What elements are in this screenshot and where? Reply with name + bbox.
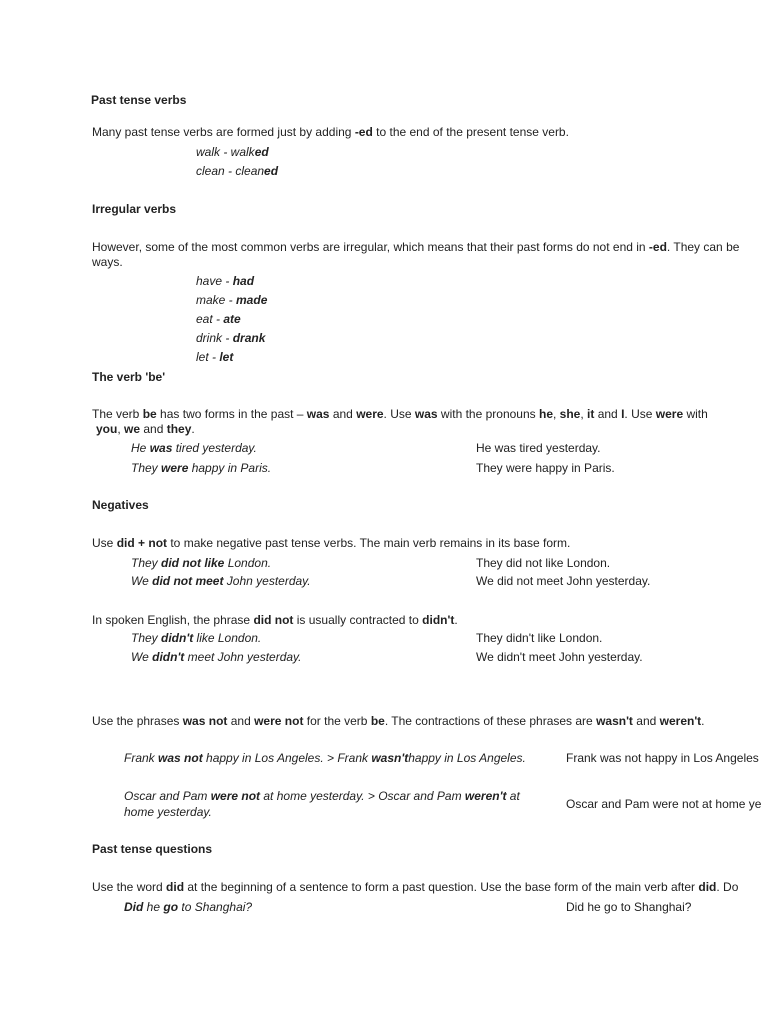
negative-example-plain: We did not meet John yesterday. [476, 574, 651, 588]
example-make: make - made [196, 293, 268, 307]
example-walk: walk - walked [196, 145, 269, 159]
past-intro: Many past tense verbs are formed just by adding -ed to the end of the present tense verb. [92, 125, 569, 139]
question-example-italic: Did he go to Shanghai? [124, 900, 253, 914]
was-were-not-note: Use the phrases was not and were not for the verb be. The contractions of these phrases are wasn't and weren't. [92, 714, 705, 728]
irregular-intro-line2: ways. [92, 255, 123, 269]
were-not-example-italic: Oscar and Pam were not at home yesterday. > Oscar and Pam weren't at [124, 789, 520, 803]
negative-example-italic: They did not like London. [131, 556, 272, 570]
be-intro: The verb be has two forms in the past – was and were. Use was with the pronouns he, she, it and I. Use were with [92, 407, 708, 421]
contraction-example-italic: We didn't meet John yesterday. [131, 650, 302, 664]
heading-past-tense-verbs: Past tense verbs [91, 93, 187, 107]
be-intro-line2: you, we and they. [96, 422, 195, 436]
contraction-example-italic: They didn't like London. [131, 631, 262, 645]
heading-negatives: Negatives [92, 498, 149, 512]
negative-example-italic: We did not meet John yesterday. [131, 574, 311, 588]
be-example-italic: He was tired yesterday. [131, 441, 257, 455]
negative-example-plain: They did not like London. [476, 556, 611, 570]
be-example-plain: They were happy in Paris. [476, 461, 615, 475]
example-have: have - had [196, 274, 255, 288]
contraction-example-plain: They didn't like London. [476, 631, 603, 645]
spoken-contraction-note: In spoken English, the phrase did not is usually contracted to didn't. [92, 613, 458, 627]
example-let: let - let [196, 350, 234, 364]
example-clean: clean - cleaned [196, 164, 279, 178]
was-not-example-italic: Frank was not happy in Los Angeles. > Frank wasn'thappy in Los Angeles. [124, 751, 526, 765]
example-drink: drink - drank [196, 331, 266, 345]
be-example-italic: They were happy in Paris. [131, 461, 272, 475]
questions-intro: Use the word did at the beginning of a sentence to form a past question. Use the base form of the main verb after did. Do [92, 880, 739, 894]
negatives-intro: Use did + not to make negative past tense verbs. The main verb remains in its base form. [92, 536, 571, 550]
was-not-example-plain: Frank was not happy in Los Angeles [566, 751, 759, 765]
heading-verb-be: The verb 'be' [92, 370, 166, 384]
heading-past-tense-questions: Past tense questions [92, 842, 213, 856]
contraction-example-plain: We didn't meet John yesterday. [476, 650, 643, 664]
were-not-example-plain: Oscar and Pam were not at home ye [566, 797, 762, 811]
irregular-intro: However, some of the most common verbs are irregular, which means that their past forms do not end in -ed. They can be [92, 240, 740, 254]
example-eat: eat - ate [196, 312, 241, 326]
were-not-example-italic-line2: home yesterday. [124, 805, 212, 819]
be-example-plain: He was tired yesterday. [476, 441, 601, 455]
question-example-plain: Did he go to Shanghai? [566, 900, 692, 914]
heading-irregular-verbs: Irregular verbs [92, 202, 177, 216]
